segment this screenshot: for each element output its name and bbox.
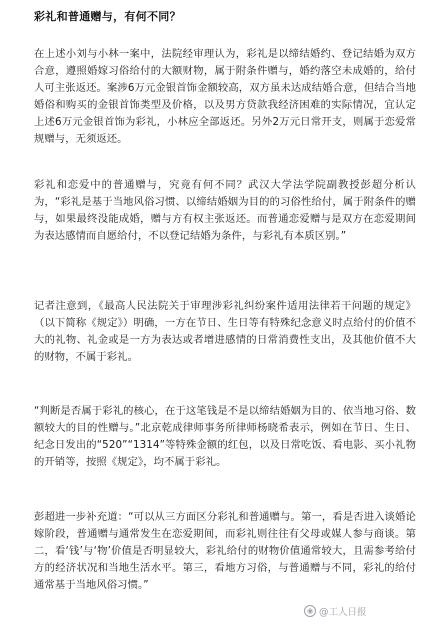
paragraph-three-criteria: 彭超进一步补充道：“可以从三方面区分彩礼和普通赠与。第一，看是否进入谈婚论嫁阶段，普通赠与通常发生在恋爱期间，而彩礼则往往有父母或媒人参与商谈。第二，看‘钱’与‘物’价值是否明显较大，彩礼给付的财物价值通常较大，且需参考给付方的经济状况和当地生活水平。第三，看地方习俗，与普通赠与不同，彩礼的给付通常基于当地风俗习惯。” — [34, 511, 416, 591]
watermark-text: @工人日报 — [319, 607, 367, 618]
paragraph-regulation: 记者注意到，《最高人民法院关于审理涉彩礼纠纷案件适用法律若干问题的规定》（以下简称《规定》）明确，一方在节日、生日等有特殊纪念意义时点给付的价值不大的礼物、礼金或是一方为表达或者增进感情的日常消费性支出，及其他价值不大的财物，不属于彩礼。 — [34, 300, 416, 363]
weibo-logo-icon: ◉ — [304, 605, 316, 617]
paragraph-expert-analysis: 彩礼和恋爱中的普通赠与，究竟有何不同？武汉大学法学院副教授彭超分析认为，“彩礼是基于当地风俗习惯、以缔结婚姻为目的的习俗性给付，属于附条件的赠与，如果最终没能成婚，赠与方有权主张返还。而普通恋爱赠与是双方在恋爱期间为表达感情而自愿给付，不以登记结婚为条件，与彩礼有本质区别。” — [34, 179, 416, 242]
source-watermark — [304, 604, 367, 618]
paragraph-case-ruling: 在上述小刘与小林一案中，法院经审理认为，彩礼是以缔结婚约、登记结婚为双方合意，遵照婚嫁习俗给付的大额财物，属于附条件赠与，婚约落空未成婚的，给付人可主张返还。案涉6万元金银首饰金额较高，双方虽未达成结婚合意，但结合当地婚俗和购买的金银首饰类型及价格，以及男方贷款我经济困难的实际情况，宜认定上述6万元金银首饰为彩礼，小林应全部返还。另外2万元日常开支，则属于恋爱常规赠与，无须返还。 — [34, 48, 416, 145]
paragraph-lawyer-quote: “判断是否属于彩礼的核心，在于这笔钱是不是以缔结婚姻为目的、依当地习俗、数额较大的目的性赠与。”北京乾成律师事务所律师杨晓希表示，例如在节日、生日、纪念日发出的“520”“1314”等特殊金额的红包，以及日常吃饭、看电影、买小礼物的开销等，按照《规定》，均不属于彩礼。 — [34, 405, 416, 468]
section-heading: 彩礼和普通赠与，有何不同？ — [34, 10, 181, 23]
